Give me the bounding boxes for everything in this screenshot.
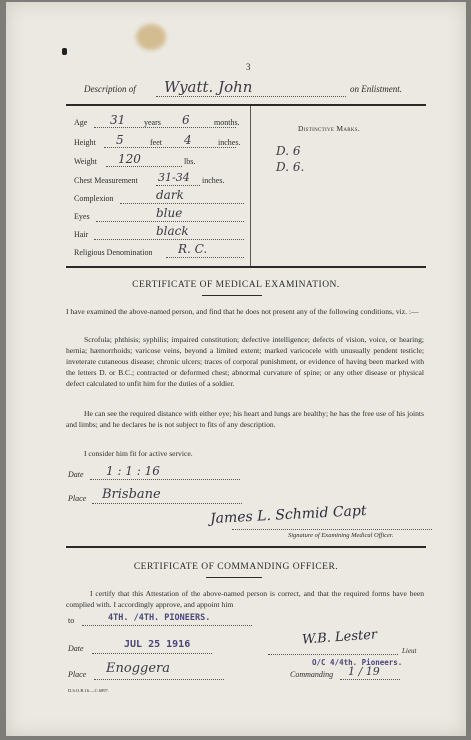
complexion-line xyxy=(120,203,244,204)
weight-label: Weight xyxy=(74,157,97,166)
age-years: 31 xyxy=(110,113,126,127)
height-label: Height xyxy=(74,138,96,147)
height-feet: 5 xyxy=(116,133,124,147)
unit-stamp: 4TH. /4TH. PIONEERS. xyxy=(108,613,211,623)
distinctive-marks-heading: Distinctive Marks. xyxy=(298,124,361,133)
medical-sight: He can see the required distance with either eye; his heart and lungs are healthy; he has the free use of his joints and limbs; and he declares he is not subject to fits of any description. xyxy=(66,409,424,429)
weight-line xyxy=(106,166,182,167)
chest-unit: inches. xyxy=(202,176,225,185)
medical-place-label: Place xyxy=(68,494,87,503)
commanding-to-line xyxy=(82,625,252,626)
ink-blot xyxy=(62,48,67,55)
medical-date-line xyxy=(90,479,240,480)
medical-intro: I have examined the above-named person, and find that he does not present any of the following conditions, viz. :— xyxy=(66,307,419,316)
oc-stamp: O/C 4/4th. Pioneers. xyxy=(312,658,403,667)
medical-place-line xyxy=(92,503,242,504)
months-label: months. xyxy=(214,118,240,127)
top-rule xyxy=(66,104,426,106)
medical-signature-line xyxy=(232,529,432,530)
commanding-date-stamp: JUL 25 1916 xyxy=(124,639,191,650)
distinctive-mark-2: D. 6. xyxy=(276,160,305,174)
complexion-label: Complexion xyxy=(74,194,114,203)
religion-label: Religious Denomination xyxy=(74,248,153,257)
age-label: Age xyxy=(74,118,88,127)
commanding-value: 1 / 19 xyxy=(348,665,380,678)
religion-line xyxy=(166,257,244,258)
medical-place-value: Brisbane xyxy=(102,487,161,502)
section-rule-1 xyxy=(66,266,426,268)
description-prefix: Description of xyxy=(84,84,136,94)
hair-line xyxy=(94,239,244,240)
description-suffix: on Enlistment. xyxy=(350,84,402,94)
feet-label: feet xyxy=(150,138,162,147)
medical-conditions: Scrofula; phthisis; syphilis; impaired constitution; defective intelligence; defects of vision, voice, or hearing; hernia; hæmorrhoids; varicose veins, beyond a limited extent; marked varicocele with unusually pendent testicle; inveterate cutaneous disease; chronic ulcers; traces of corporal punishment, or evidence of having been marked with the letters D. or B.C.; contracted or deformed chest; abnormal curvature of spine; or any other disease or physical defect calculated to unfit him for the duties of a soldier. xyxy=(66,335,424,388)
chest-value: 31-34 xyxy=(158,171,190,184)
age-line xyxy=(94,127,236,128)
commanding-place-line xyxy=(94,679,224,680)
medical-officer-signature: James L. Schmid Capt xyxy=(209,502,367,528)
commanding-date-label: Date xyxy=(68,644,84,653)
commanding-date-line xyxy=(92,653,212,654)
height-line xyxy=(104,147,236,148)
commanding-heading: CERTIFICATE OF COMMANDING OFFICER. xyxy=(133,562,339,572)
distinctive-mark-1: D. 6 xyxy=(276,144,301,158)
commanding-label: Commanding xyxy=(290,670,334,679)
commanding-text: I certify that this Attestation of the above-named person is correct, and that the required forms have been complied with. I accordingly approve, and appoint him xyxy=(66,589,424,609)
heading-underline xyxy=(202,295,262,296)
heading-underline-2 xyxy=(206,577,262,578)
hair-label: Hair xyxy=(74,230,89,239)
section-rule-2 xyxy=(66,546,426,548)
inches-label: inches. xyxy=(218,138,241,147)
printer-code: D.S.O.B.16.—C.6897. xyxy=(68,688,109,693)
column-divider xyxy=(250,106,251,266)
stain xyxy=(136,24,166,50)
commanding-place-label: Place xyxy=(68,670,87,679)
age-months: 6 xyxy=(182,113,190,127)
medical-fit: I consider him fit for active service. xyxy=(84,449,193,458)
eyes-value: blue xyxy=(156,206,183,220)
eyes-line xyxy=(96,221,244,222)
name-line xyxy=(156,96,346,97)
commanding-place-value: Enoggera xyxy=(106,661,170,676)
commanding-number-line xyxy=(340,679,400,680)
medical-signature-caption: Signature of Examining Medical Officer. xyxy=(288,532,394,539)
height-inches: 4 xyxy=(184,133,192,147)
medical-date-value: 1 : 1 : 16 xyxy=(106,464,160,478)
chest-label: Chest Measurement xyxy=(74,176,138,185)
commanding-signature-line xyxy=(268,654,398,655)
stamp-number: 3 xyxy=(246,62,251,72)
commanding-officer-signature: W.B. Lester xyxy=(301,627,378,648)
chest-line xyxy=(156,185,200,186)
medical-date-label: Date xyxy=(68,470,84,479)
complexion-value: dark xyxy=(156,188,184,202)
attestation-form xyxy=(6,2,466,736)
years-label: years xyxy=(144,118,161,127)
religion-value: R. C. xyxy=(178,242,208,256)
hair-value: black xyxy=(156,224,189,238)
eyes-label: Eyes xyxy=(74,212,90,221)
recruit-name: Wyatt. John xyxy=(164,78,253,96)
rank-label: Lieut xyxy=(402,647,417,655)
medical-heading: CERTIFICATE OF MEDICAL EXAMINATION. xyxy=(132,280,340,290)
weight-value: 120 xyxy=(118,152,141,166)
weight-unit: lbs. xyxy=(184,157,196,166)
commanding-to-label: to xyxy=(68,616,75,625)
